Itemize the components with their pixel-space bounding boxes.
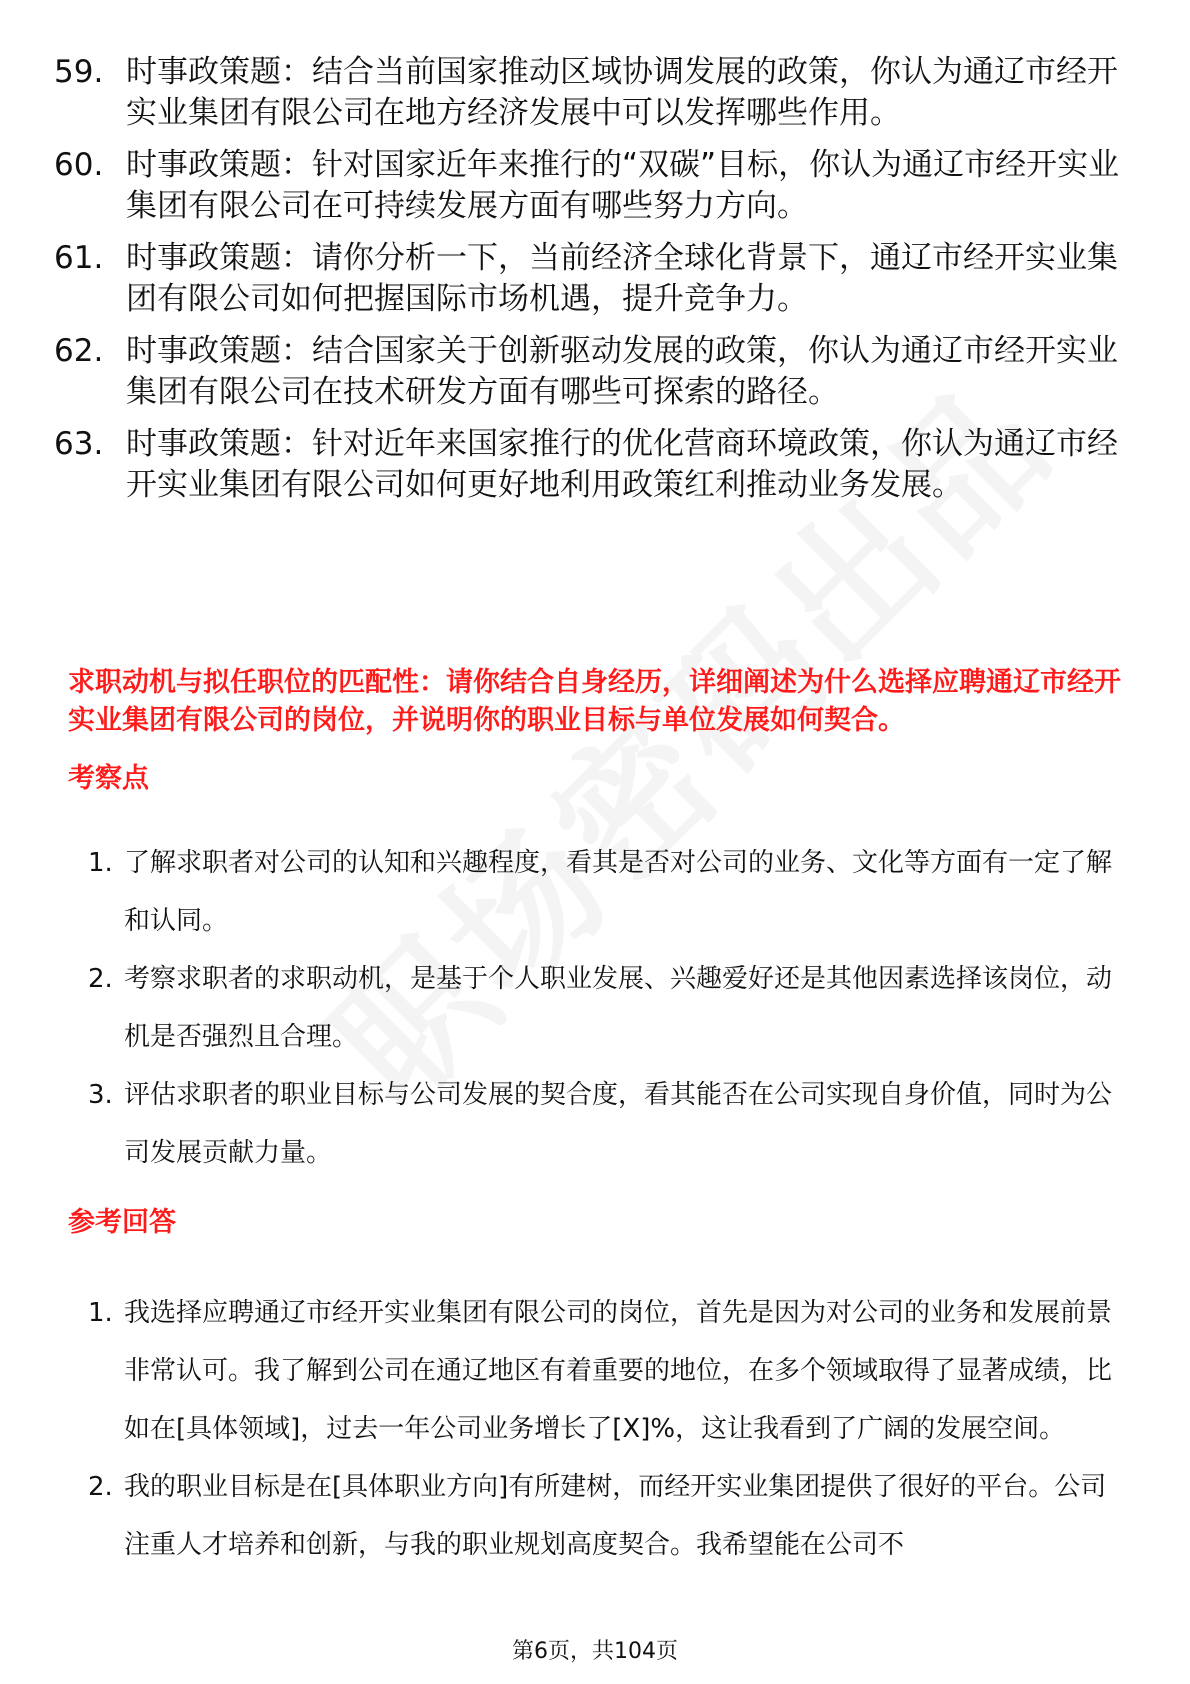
question-text: 时事政策题：针对近年来国家推行的优化营商环境政策，你认为通辽市经开实业集团有限公司如何更好地利用政策红利推动业务发展。 [126,426,1118,503]
list-text: 我选择应聘通辽市经开实业集团有限公司的岗位，首先是因为对公司的业务和发展前景非常认可。我了解到公司在通辽地区有着重要的地位，在多个领域取得了显著成绩，比如在[具体领域]，过去一年公司业务增长了[X]%，这让我看到了广阔的发展空间。 [124,1298,1113,1444]
section-title: 求职动机与拟任职位的匹配性：请你结合自身经历，详细阐述为什么选择应聘通辽市经开实业集团有限公司的岗位，并说明你的职业目标与单位发展如何契合。 [68,667,1121,736]
question-item [54,331,1134,413]
list-number: 3. [88,1080,113,1110]
question-item [54,52,1134,134]
question-item [54,424,1134,506]
question-item [54,145,1134,227]
question-list [54,52,1134,517]
list-text: 评估求职者的职业目标与公司发展的契合度，看其能否在公司实现自身价值，同时为公司发展贡献力量。 [124,1080,1113,1168]
question-number: 59. [54,54,104,90]
list-item [88,834,1128,950]
page-footer: 第6页，共104页 [512,1639,678,1664]
list-item [88,1066,1128,1182]
list-text: 考察求职者的求职动机，是基于个人职业发展、兴趣爱好还是其他因素选择该岗位，动机是否强烈且合理。 [124,964,1113,1052]
list-item [88,950,1128,1066]
list-number: 1. [88,1298,113,1328]
question-item [54,238,1134,320]
list-item [88,1458,1128,1574]
list-number: 2. [88,964,113,994]
question-text: 时事政策题：结合国家关于创新驱动发展的政策，你认为通辽市经开实业集团有限公司在技术研发方面有哪些可探索的路径。 [126,333,1118,410]
answers-list [88,1284,1128,1574]
list-text: 了解求职者对公司的认知和兴趣程度，看其是否对公司的业务、文化等方面有一定了解和认同。 [124,848,1113,936]
question-text: 时事政策题：结合当前国家推动区域协调发展的政策，你认为通辽市经开实业集团有限公司在地方经济发展中可以发挥哪些作用。 [126,54,1118,131]
answer-heading: 参考回答 [68,1207,176,1238]
question-number: 61. [54,240,104,276]
list-number: 1. [88,848,113,878]
points-list [88,834,1128,1182]
list-text: 我的职业目标是在[具体职业方向]有所建树，而经开实业集团提供了很好的平台。公司注重人才培养和创新，与我的职业规划高度契合。我希望能在公司不 [124,1472,1107,1560]
list-number: 2. [88,1472,113,1502]
question-number: 63. [54,426,104,462]
question-number: 62. [54,333,104,369]
list-item [88,1284,1128,1458]
question-text: 时事政策题：请你分析一下，当前经济全球化背景下，通辽市经开实业集团有限公司如何把握国际市场机遇，提升竞争力。 [126,240,1118,317]
question-number: 60. [54,147,104,183]
points-heading: 考察点 [68,763,149,794]
question-text: 时事政策题：针对国家近年来推行的“双碳”目标，你认为通辽市经开实业集团有限公司在可持续发展方面有哪些努力方向。 [126,147,1120,224]
